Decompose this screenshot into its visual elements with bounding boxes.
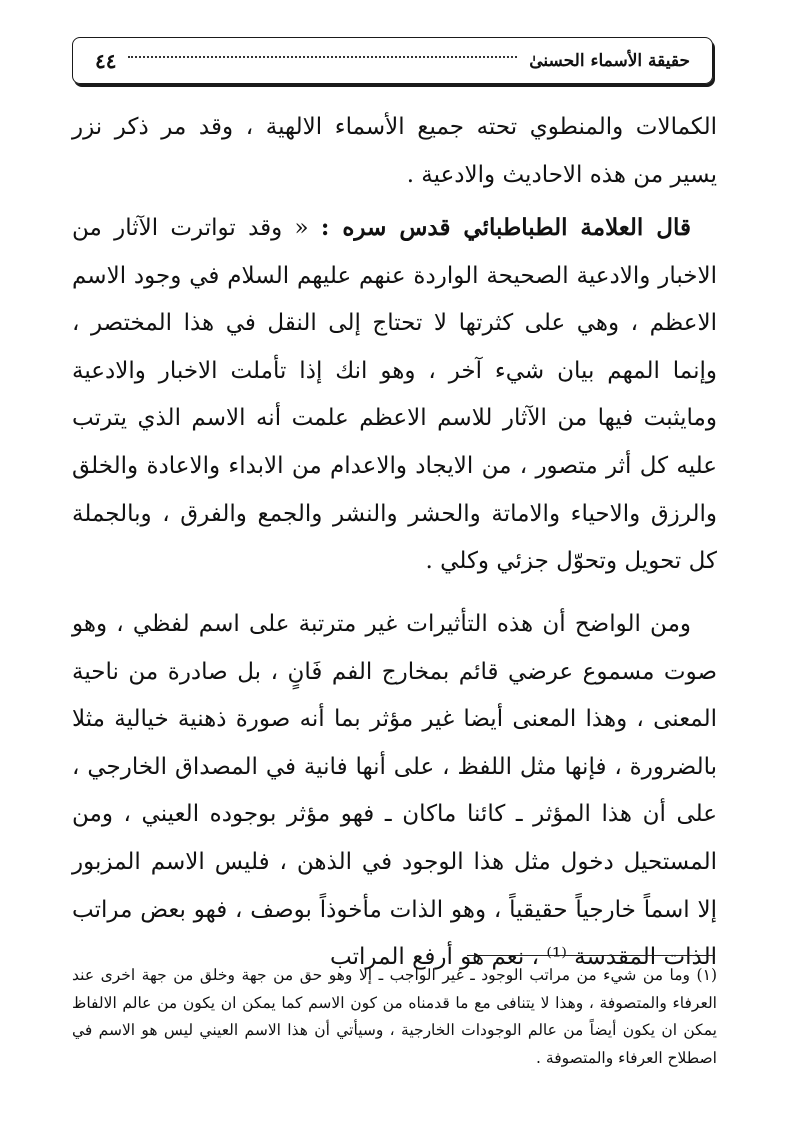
footnote-text: (١) وما من شيء من مراتب الوجود ـ غير الواجب ـ إلا وهو حق من جهة وخلق من جهة اخرى عند العرفاء والمتصوفة ، وهذا لا يتنافى مع ما قدمناه من كون الاسم كما يمكن ان يكون من عالم الالفاظ يمكن ان يكون أيضاً من عالم الوجودات الخارجية ، وسيأتي أن هذا الاسم العيني ليس هو الاسم في اصطلاح العرفاء والمتصوفة . [72, 966, 717, 1067]
paragraph-2 [72, 204, 717, 586]
page-number: ٤٤ [95, 48, 117, 73]
paragraph-1: الكمالات والمنطوي تحته جميع الأسماء الالهية ، وقد مر ذكر نزر يسير من هذه الاحاديث والادعية . [72, 114, 717, 188]
footnote [72, 962, 717, 1072]
header-leader-dots [128, 56, 517, 58]
paragraph-3: ومن الواضح أن هذه التأثيرات غير مترتبة على اسم لفظي ، وهو صوت مسموع عرضي قائم بمخارج الفم فَانٍ ، بل صادرة من ناحية المعنى ، وهذا المعنى أيضا غير مؤثر بما أنه صورة ذهنية خيالية مثلا بالضرورة ، فإنها مثل اللفظ ، على أنها فانية في المصداق الخارجي ، على أن هذا المؤثر ـ كائنا ماكان ـ فهو مؤثر بوجوده العيني ، ومن المستحيل دخول مثل هذا الوجود في الذهن ، فليس الاسم المزبور إلا اسماً خارجياً حقيقياً ، وهو الذات مأخوذاً بوصف ، فهو بعض مراتب الذات المقدسة ⁽¹⁾ ، نعم هو أرفع المراتب [72, 611, 717, 971]
running-title: حقيقة الأسماء الحسنىٰ [529, 50, 690, 71]
quoted-author: قال العلامة الطباطبائي قدس سره : [320, 214, 691, 241]
page-header [72, 37, 713, 84]
footnote-separator [467, 955, 715, 956]
paragraph-2-text: « وقد تواترت الآثار من الاخبار والادعية الصحيحة الواردة عنهم عليهم السلام في وجود الاسم الاعظم ، وهي على كثرتها لا تحتاج إلى النقل في هذا المختصر ، وإنما المهم بيان شيء آخر ، وهو انك إذا تأملت الاخبار والادعية ومايثبت فيها من الآثار للاسم الاعظم علمت أنه الاسم الذي يترتب عليه كل أثر متصور ، من الايجاد والاعدام من الابداء والاعادة والخلق والرزق والاحياء والاماتة والحشر والنشر والجمع والفرق ، وبالجملة كل تحويل وتحوّل جزئي وكلي . [72, 215, 717, 575]
